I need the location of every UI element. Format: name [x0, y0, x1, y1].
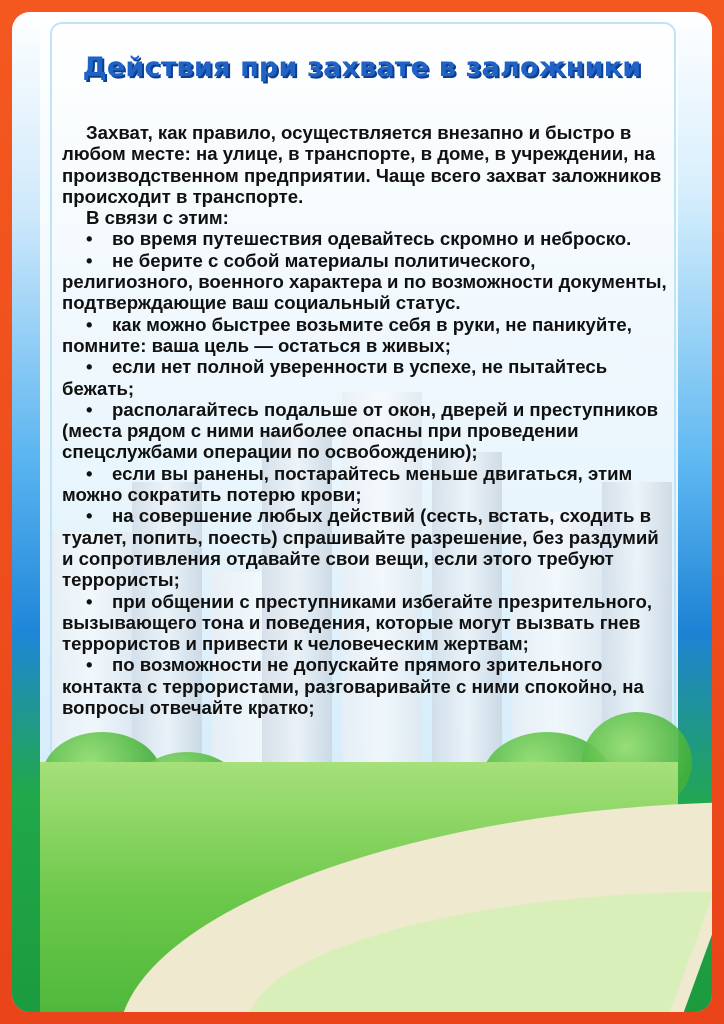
- bullet-icon: •: [86, 462, 93, 484]
- list-item-text: при общении с преступниками избегайте презрительного, вызывающего тона и поведения, которые могут вызвать гнев террористов и привести к человеческим жертвам;: [62, 590, 653, 655]
- list-item: [62, 654, 670, 718]
- list-item: [62, 399, 670, 463]
- bullet-icon: •: [86, 654, 93, 676]
- page-title: Действия при захвате в заложники: [82, 52, 642, 83]
- bullet-icon: •: [86, 228, 93, 250]
- list-item-text: по возможности не допускайте прямого зрительного контакта с террористами, разговаривайте с ними спокойно, на вопросы отвечайте кратко;: [62, 654, 644, 719]
- list-item-text: как можно быстрее возьмите себя в руки, не паникуйте, помните: ваша цель — остаться в живых;: [62, 313, 632, 356]
- list-item: [62, 505, 670, 590]
- list-item: [62, 591, 670, 655]
- bullet-icon: •: [86, 249, 93, 271]
- bullet-icon: •: [86, 590, 93, 612]
- lead-line: В связи с этим:: [86, 207, 229, 229]
- list-item: [62, 356, 670, 399]
- bullet-icon: •: [86, 398, 93, 420]
- list-item-text: если вы ранены, постарайтесь меньше двигаться, этим можно сократить потерю крови;: [62, 462, 633, 506]
- list-item-text: на совершение любых действий (сесть, встать, сходить в туалет, попить, поесть) спрашивайте разрешение, без раздумий и сопротивления отдавайте свои вещи, если этого требуют террористы;: [62, 505, 659, 591]
- intro-paragraph: Захват, как правило, осуществляется внезапно и быстро в любом месте: на улице, в транспорте, в доме, в учреждении, на производственном предприятии. Чаще всего захват заложников происходит в транспорте.: [62, 122, 662, 207]
- bullet-icon: •: [86, 356, 93, 378]
- list-item: [62, 463, 670, 506]
- list-item-text: во время путешествия одевайтесь скромно и неброско.: [112, 228, 632, 250]
- list-item-text: не берите с собой материалы политического, религиозного, военного характера и по возможности документы, подтверждающие ваш социальный статус.: [62, 249, 667, 314]
- list-item: [62, 228, 670, 249]
- bullet-icon: •: [86, 505, 93, 527]
- bullet-icon: •: [86, 313, 93, 335]
- recommendations-list: [62, 228, 670, 718]
- list-item-text: если нет полной уверенности в успехе, не пытайтесь бежать;: [62, 356, 608, 399]
- left-decorative-stripe: [12, 12, 40, 1012]
- list-item-text: располагайтесь подальше от окон, дверей и преступников (места рядом с ними наиболее опасны при проведении спецслужбами операции по освобождению);: [62, 398, 659, 463]
- list-item: [62, 314, 670, 357]
- memo-text: [62, 122, 670, 718]
- list-item: [62, 250, 670, 314]
